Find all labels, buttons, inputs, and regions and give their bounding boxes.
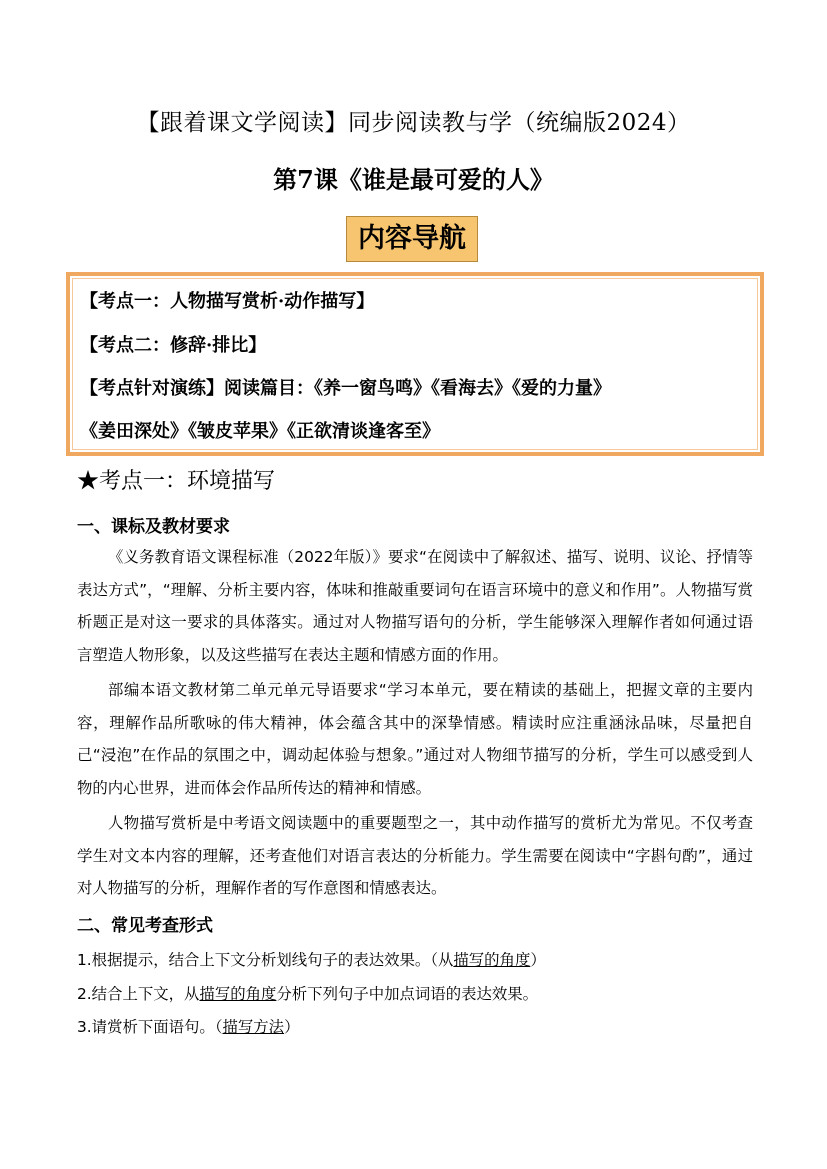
- paragraph: 人物描写赏析是中考语文阅读题中的重要题型之一，其中动作描写的赏析尤为常见。不仅考查学生对文本内容的理解，还考查他们对语言表达的分析能力。学生需要在阅读中“字斟句酌”，通过对人物描写的分析，理解作者的写作意图和情感表达。: [77, 814, 753, 897]
- question-form-3: 3.请赏析下面语句。（描写方法）: [77, 1018, 300, 1036]
- paragraph: 部编本语文教材第二单元单元导语要求“学习本单元，要在精读的基础上，把握文章的主要内容，理解作品所歌咏的伟大精神，体会蕴含其中的深挚情感。精读时应注重涵泳品味，尽量把自己“浸泡”在作品的氛围之中，调动起体验与想象。”通过对人物细节描写的分析，学生可以感受到人物的内心世界，进而体会作品所传达的精神和情感。: [77, 681, 753, 797]
- document-title: 【跟着课文学阅读】同步阅读教与学（统编版2024）: [136, 110, 691, 136]
- nav-item-practice-cont: 《姜田深处》《皱皮苹果》《正欲清谈逢客至》: [80, 421, 440, 442]
- nav-item-point-1: 【考点一：人物描写赏析·动作描写】: [80, 291, 375, 312]
- question-form-1: 1.根据提示，结合上下文分析划线句子的表达效果。（从描写的角度）: [77, 951, 546, 969]
- subheading-forms: 二、常见考查形式: [77, 916, 213, 936]
- nav-item-point-2: 【考点二：修辞·排比】: [80, 335, 267, 356]
- nav-item-practice: 【考点针对演练】阅读篇目：《养一窗鸟鸣》《看海去》《爱的力量》: [80, 378, 611, 399]
- section-heading: ★考点一：环境描写: [77, 469, 276, 494]
- lesson-title: 第7课《谁是最可爱的人》: [273, 165, 554, 194]
- question-form-2: 2.结合上下文，从描写的角度分析下列句子中加点词语的表达效果。: [77, 985, 539, 1003]
- content-nav-badge: 内容导航: [346, 216, 478, 262]
- paragraph: 《义务教育语文课程标准（2022年版）》要求“在阅读中了解叙述、描写、说明、议论、抒情等表达方式”，“理解、分析主要内容，体味和推敲重要词句在语言环境中的意义和作用”。人物描写赏析题正是对这一要求的具体落实。通过对人物描写语句的分析，学生能够深入理解作者如何通过语言塑造人物形象，以及这些描写在表达主题和情感方面的作用。: [77, 548, 753, 664]
- subheading-requirements: 一、课标及教材要求: [77, 517, 230, 537]
